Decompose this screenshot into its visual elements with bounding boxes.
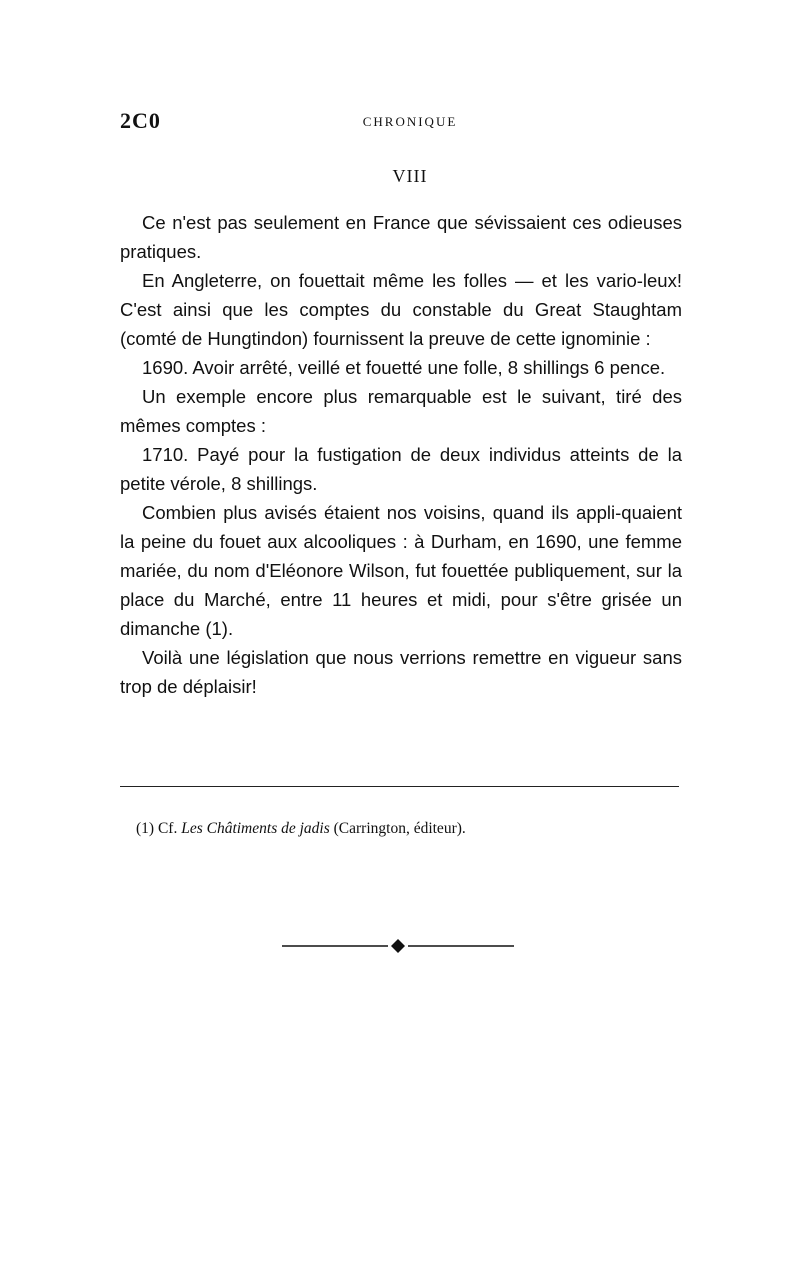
paragraph: Combien plus avisés étaient nos voisins, quand ils appli-quaient la peine du fouet aux alcooliques : à Durham, en 1690, une femme mariée, du nom d'Eléonore Wilson, fut fouettée publiquement, sur la place du Marché, entre 11 heures et midi, pour s'être grisée un dimanche (1). — [120, 502, 682, 639]
footnote — [136, 820, 466, 838]
page-number: 2С0 — [120, 108, 161, 133]
diamond-rule-ornament-icon — [282, 936, 514, 956]
paragraph: Ce n'est pas seulement en France que sévissaient ces odieuses pratiques. — [120, 212, 682, 262]
paragraph: Un exemple encore plus remarquable est le suivant, tiré des mêmes comptes : — [120, 386, 682, 436]
paragraph: 1690. Avoir arrêté, veillé et fouetté une folle, 8 shillings 6 pence. — [142, 357, 666, 378]
footnote-rule — [120, 786, 679, 787]
body-text — [120, 208, 682, 701]
footnote-title: Les Châtiments de jadis — [181, 820, 330, 837]
paragraph: 1710. Payé pour la fustigation de deux individus atteints de la petite vérole, 8 shillings. — [120, 444, 682, 494]
section-number: VIII — [392, 166, 428, 186]
footnote-marker: (1) Cf. — [136, 820, 178, 837]
paragraph: Voilà une législation que nous verrions remettre en vigueur sans trop de déplaisir! — [120, 647, 682, 697]
footnote-rest: (Carrington, éditeur). — [333, 820, 466, 837]
running-head: CHRONIQUE — [362, 114, 458, 129]
paragraph: En Angleterre, on fouettait même les folles — et les vario-leux! C'est ainsi que les comptes du constable du Great Staughtam (comté de Hungtindon) fournissent la preuve de cette ignominie : — [120, 270, 682, 349]
